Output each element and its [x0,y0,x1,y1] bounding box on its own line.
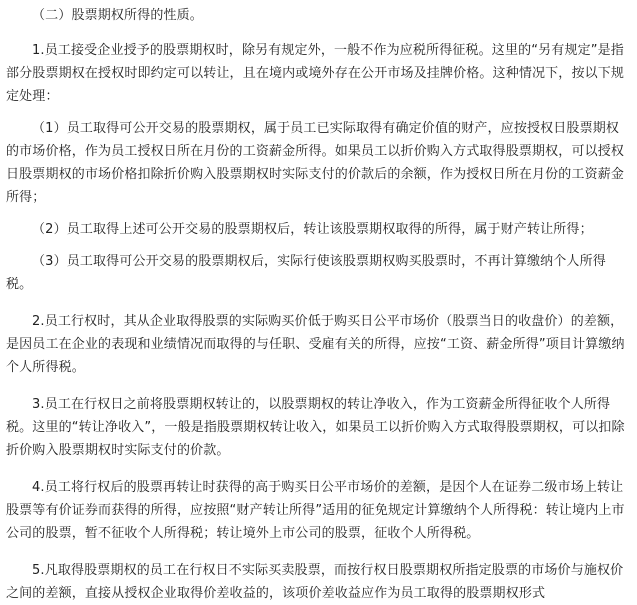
paragraph-4: 4.员工将行权后的股票再转让时获得的高于购买日公平市场价的差额，是因个人在证券二级市场上转让股票等有价证券而获得的所得，应按照“财产转让所得”适用的征免规定计算缴纳个人所得税：转让境内上市公司的股票，暂不征收个人所得税；转让境外上市公司的股票，征收个人所得税。 [6,480,625,541]
section-heading: （二）股票期权所得的性质。 [32,8,203,23]
paragraph-5: 5.凡取得股票期权的员工在行权日不实际买卖股票，而按行权日股票期权所指定股票的市场价与施权价之间的差额，直接从授权企业取得价差收益的，该项价差收益应作为员工取得的股票期权形式 [6,563,624,601]
paragraph-1-item-1: （1）员工取得可公开交易的股票期权，属于员工已实际取得有确定价值的财产，应按授权日股票期权的市场价格，作为员工授权日所在月份的工资薪金所得。如果员工以折价购入方式取得股票期权，可以授权日股票期权的市场价格扣除折价购入股票期权时实际支付的价款后的余额，作为授权日所在月份的工资薪金所得； [6,121,625,205]
paragraph-2: 2.员工行权时，其从企业取得股票的实际购买价低于购买日公平市场价（股票当日的收盘价）的差额，是因员工在企业的表现和业绩情况而取得的与任职、受雇有关的所得，应按“工资、薪金所得”项目计算缴纳个人所得税。 [6,314,625,375]
paragraph-3: 3.员工在行权日之前将股票期权转让的，以股票期权的转让净收入，作为工资薪金所得征收个人所得税。这里的“转让净收入”，一般是指股票期权转让收入，如果员工以折价购入方式取得股票期权，可以扣除折价购入股票期权时实际支付的价款。 [6,397,625,458]
paragraph-1: 1.员工接受企业授予的股票期权时，除另有规定外，一般不作为应税所得征税。这里的“另有规定”是指部分股票期权在授权时即约定可以转让，且在境内或境外存在公开市场及挂牌价格。这种情况下，按以下规定处理： [6,43,625,104]
paragraph-1-item-2: （2）员工取得上述可公开交易的股票期权后，转让该股票期权取得的所得，属于财产转让所得； [32,222,593,237]
paragraph-1-item-3: （3）员工取得可公开交易的股票期权后，实际行使该股票期权购买股票时，不再计算缴纳个人所得税。 [6,254,606,292]
